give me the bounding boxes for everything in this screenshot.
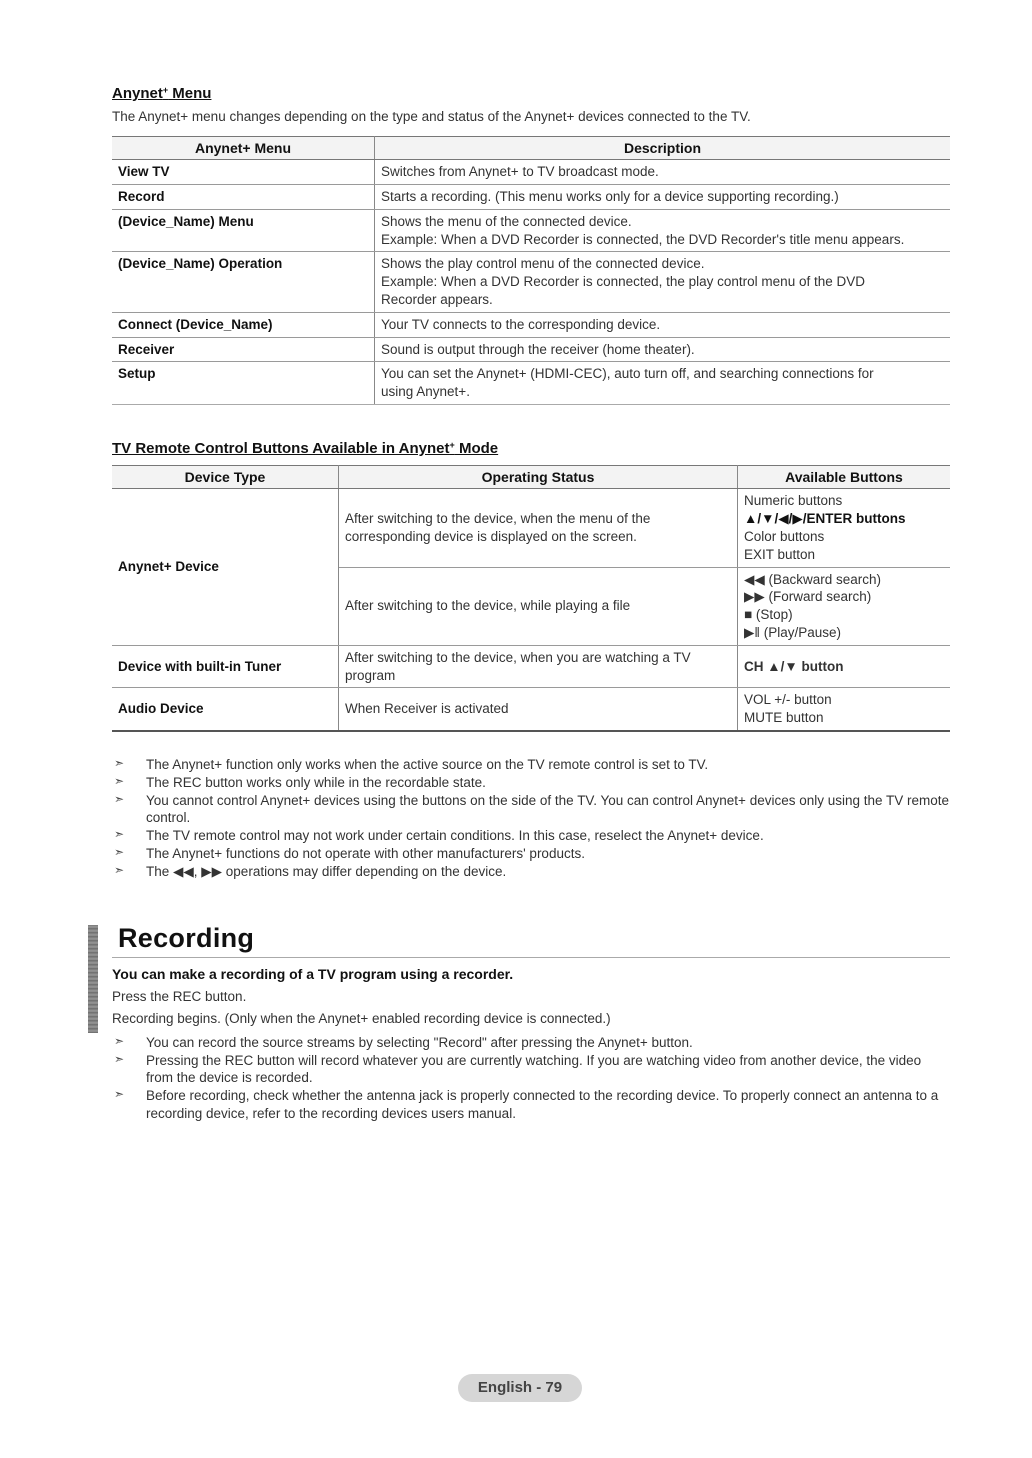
note-text: The TV remote control may not work under certain conditions. In this case, reselect the Anynet+ device. (146, 828, 764, 844)
note-item (112, 1052, 950, 1088)
button-line: EXIT button (744, 546, 816, 562)
button-line: ▶ǁ (Play/Pause) (744, 624, 841, 640)
recording-subtitle: You can make a recording of a TV program using a recorder. (112, 965, 514, 982)
menu-item-cell: Setup (112, 362, 375, 405)
remote-table-header (112, 465, 950, 488)
anynet-menu-table-header (112, 136, 950, 159)
col-description: Description (375, 136, 951, 159)
device-type-cell: Device with built-in Tuner (112, 645, 339, 688)
recording-press-rec: Press the REC button. (112, 989, 247, 1005)
col-operating-status: Operating Status (339, 465, 738, 488)
menu-item-cell: (Device_Name) Operation (112, 252, 375, 312)
table-row (112, 645, 950, 688)
recording-section-header (112, 921, 950, 958)
description-line: Your TV connects to the corresponding device. (381, 316, 661, 332)
recording-notes-list (112, 1034, 950, 1123)
anynet-menu-heading (112, 84, 950, 104)
remote-heading-main: TV Remote Control Buttons Available in Anynet (112, 440, 450, 458)
table-row (112, 209, 950, 252)
note-text: The ◀◀, ▶▶ operations may differ depending on the device. (146, 863, 507, 879)
button-line: Numeric buttons (744, 493, 843, 509)
available-buttons-cell (738, 567, 951, 645)
note-arrow-icon: ➣ (114, 827, 125, 842)
device-type-cell: Audio Device (112, 688, 339, 731)
operating-status-cell (339, 489, 738, 567)
note-item (112, 792, 950, 828)
available-buttons-cell: CH ▲/▼ button (738, 645, 951, 688)
note-text: The REC button works only while in the recordable state. (146, 774, 486, 790)
description-cell (375, 209, 951, 252)
menu-item-cell: Receiver (112, 337, 375, 362)
anynet-notes-list (112, 756, 950, 881)
note-item (112, 845, 950, 863)
description-cell (375, 337, 951, 362)
anynet-menu-table (112, 136, 950, 405)
recording-begins: Recording begins. (Only when the Anynet+ enabled recording device is connected.) (112, 1011, 611, 1026)
button-line: ▶▶ (Forward search) (744, 589, 872, 605)
note-item (112, 827, 950, 845)
note-arrow-icon: ➣ (114, 1033, 125, 1048)
note-item (112, 863, 950, 881)
anynet-menu-heading-main: Anynet (112, 85, 163, 102)
note-item (112, 1087, 950, 1123)
description-line: using Anynet+. (381, 384, 470, 400)
remote-buttons-table (112, 465, 950, 732)
description-line: Shows the menu of the connected device. (381, 213, 632, 229)
table-row (112, 252, 950, 312)
anynet-menu-intro: The Anynet+ menu changes depending on the type and status of the Anynet+ devices connected to the TV. (112, 108, 751, 124)
note-item (112, 756, 950, 774)
note-arrow-icon: ➣ (114, 862, 125, 877)
operating-status-cell: After switching to the device, while playing a file (339, 567, 738, 645)
anynet-menu-heading-sup: + (162, 85, 169, 95)
remote-buttons-heading (112, 439, 950, 459)
table-row (112, 489, 950, 567)
note-arrow-icon: ➣ (114, 791, 125, 806)
available-buttons-cell (738, 489, 951, 567)
recording-title: Recording (118, 922, 255, 953)
table-row (112, 160, 950, 185)
note-text: The Anynet+ functions do not operate with other manufacturers' products. (146, 846, 585, 862)
note-item (112, 1034, 950, 1052)
note-arrow-icon: ➣ (114, 773, 125, 788)
status-line: program (345, 667, 396, 683)
anynet-menu-table-body (112, 160, 950, 405)
note-text: Before recording, check whether the antenna jack is properly connected to the recording device. To properly connect an antenna to a recording device, refer to the recording devices users manual. (146, 1088, 939, 1122)
manual-page (112, 84, 950, 1123)
col-available-buttons: Available Buttons (738, 465, 951, 488)
status-line: After switching to the device, when you are watching a TV (345, 649, 691, 665)
note-arrow-icon: ➣ (114, 1051, 125, 1066)
anynet-menu-heading-tail: Menu (168, 85, 212, 102)
description-cell (375, 184, 951, 209)
menu-item-cell: View TV (112, 160, 375, 185)
description-line: Sound is output through the receiver (home theater). (381, 341, 695, 357)
description-cell (375, 252, 951, 312)
section-bar-decoration (88, 925, 98, 1033)
button-line: Color buttons (744, 528, 825, 544)
table-row (112, 688, 950, 731)
button-line: ■ (Stop) (744, 607, 793, 623)
description-cell (375, 362, 951, 405)
description-line: Example: When a DVD Recorder is connected, the play control menu of the DVD (381, 274, 865, 290)
remote-heading-sup: + (449, 440, 455, 451)
status-line: After switching to the device, when the menu of the (345, 511, 651, 527)
col-device-type: Device Type (112, 465, 339, 488)
note-arrow-icon: ➣ (114, 1087, 125, 1102)
col-anynet-menu: Anynet+ Menu (112, 136, 375, 159)
description-line: Shows the play control menu of the connected device. (381, 256, 705, 272)
button-line: ▲/▼/◀/▶/ENTER buttons (744, 511, 906, 527)
note-text: You can record the source streams by selecting "Record" after pressing the Anynet+ button. (146, 1034, 693, 1050)
page-number-badge: English - 79 (458, 1374, 582, 1402)
note-arrow-icon: ➣ (114, 845, 125, 860)
table-row (112, 312, 950, 337)
button-line: MUTE button (744, 710, 824, 726)
description-cell (375, 312, 951, 337)
table-row (112, 337, 950, 362)
description-line: Recorder appears. (381, 291, 493, 307)
operating-status-cell: When Receiver is activated (339, 688, 738, 731)
description-line: You can set the Anynet+ (HDMI-CEC), auto turn off, and searching connections for (381, 366, 874, 382)
available-buttons-cell (738, 688, 951, 731)
remote-heading-tail: Mode (454, 440, 499, 458)
description-line: Starts a recording. (This menu works only for a device supporting recording.) (381, 188, 839, 204)
table-row (112, 184, 950, 209)
description-line: Example: When a DVD Recorder is connected, the DVD Recorder's title menu appears. (381, 231, 905, 247)
description-line: Switches from Anynet+ to TV broadcast mode. (381, 164, 659, 180)
description-cell (375, 160, 951, 185)
note-arrow-icon: ➣ (114, 756, 125, 771)
note-text: Pressing the REC button will record whatever you are currently watching. If you are watching video from another device, the video from the device is recorded. (146, 1052, 922, 1086)
button-line: ◀◀ (Backward search) (744, 571, 882, 587)
table-row (112, 362, 950, 405)
button-line: VOL +/- button (744, 692, 832, 708)
device-type-cell: Anynet+ Device (112, 489, 339, 646)
status-line: corresponding device is displayed on the screen. (345, 528, 637, 544)
menu-item-cell: (Device_Name) Menu (112, 209, 375, 252)
menu-item-cell: Record (112, 184, 375, 209)
note-text: You cannot control Anynet+ devices using the buttons on the side of the TV. You can control Anynet+ devices only using the TV remote control. (146, 792, 950, 826)
operating-status-cell (339, 645, 738, 688)
note-item (112, 774, 950, 792)
menu-item-cell: Connect (Device_Name) (112, 312, 375, 337)
note-text: The Anynet+ function only works when the active source on the TV remote control is set to TV. (146, 757, 709, 773)
